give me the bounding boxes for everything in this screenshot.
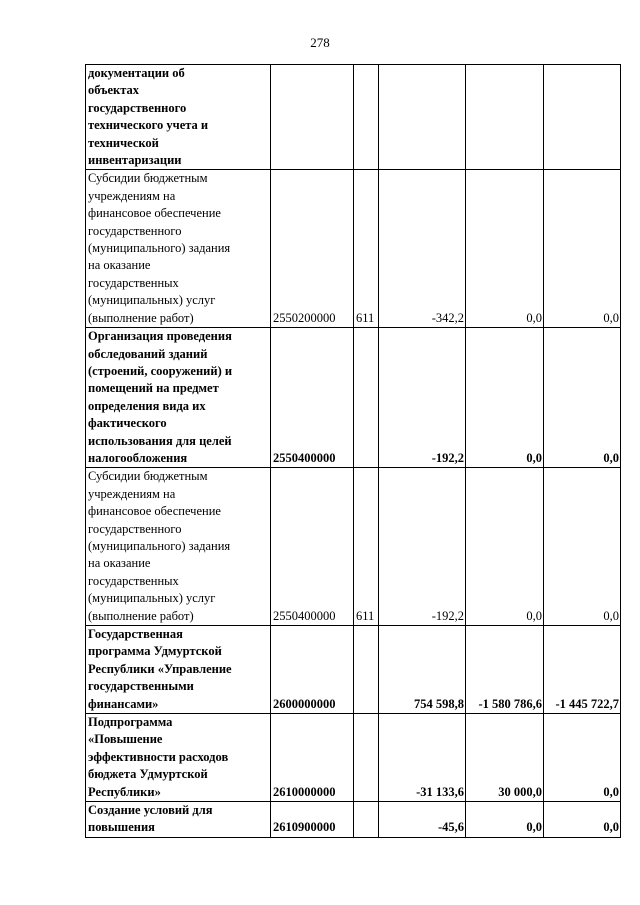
row-amount-3: -1 445 722,7 xyxy=(544,626,621,714)
row-amount-1: -192,2 xyxy=(379,468,466,626)
row-name xyxy=(86,328,271,468)
row-name xyxy=(86,468,271,626)
row-name-line: эффективности расходов xyxy=(88,749,229,764)
row-amount-2: 30 000,0 xyxy=(466,714,544,802)
row-name xyxy=(86,65,271,170)
row-amount-3: 0,0 xyxy=(544,468,621,626)
table-body xyxy=(86,65,621,838)
row-name xyxy=(86,170,271,328)
row-expense-type: 611 xyxy=(354,170,379,328)
row-amount-1: -45,6 xyxy=(379,802,466,838)
row-amount-1 xyxy=(379,65,466,170)
row-name-line: объектах xyxy=(88,83,140,98)
row-name-line: государственного xyxy=(88,521,182,536)
table-row xyxy=(86,802,621,838)
row-name-line: бюджета Удмуртской xyxy=(88,767,208,782)
row-name xyxy=(86,714,271,802)
row-name-line: (муниципальных) услуг xyxy=(88,293,216,308)
row-amount-3: 0,0 xyxy=(544,170,621,328)
table-row xyxy=(86,328,621,468)
row-name xyxy=(86,626,271,714)
row-name-line: финансами» xyxy=(88,696,159,711)
row-amount-2: 0,0 xyxy=(466,468,544,626)
row-name-line: использования для целей xyxy=(88,433,232,448)
row-name-line: государственными xyxy=(88,679,194,694)
row-name-line: государственных xyxy=(88,275,179,290)
row-amount-3: 0,0 xyxy=(544,802,621,838)
row-target-code: 2600000000 xyxy=(271,626,354,714)
row-name-line: (выполнение работ) xyxy=(88,310,194,325)
row-name-line: финансовое обеспечение xyxy=(88,206,221,221)
row-name-line: повышения xyxy=(88,820,155,835)
table-row xyxy=(86,714,621,802)
row-name-line: государственного xyxy=(88,223,182,238)
row-name-line: финансовое обеспечение xyxy=(88,504,221,519)
row-name-line: учреждениям на xyxy=(88,188,176,203)
row-name xyxy=(86,802,271,838)
row-target-code: 2550400000 xyxy=(271,328,354,468)
row-amount-1: -192,2 xyxy=(379,328,466,468)
row-name-line: (выполнение работ) xyxy=(88,608,194,623)
row-expense-type: 611 xyxy=(354,468,379,626)
row-amount-3: 0,0 xyxy=(544,328,621,468)
row-name-line: на оказание xyxy=(88,556,151,571)
row-name-line: на оказание xyxy=(88,258,151,273)
row-expense-type xyxy=(354,65,379,170)
row-name-line: обследований зданий xyxy=(88,346,208,361)
row-expense-type xyxy=(354,626,379,714)
row-name-line: фактического xyxy=(88,416,167,431)
row-name-line: Подпрограмма xyxy=(88,715,173,730)
row-name-line: «Повышение xyxy=(88,732,163,747)
row-name-line: программа Удмуртской xyxy=(88,644,222,659)
row-name-line: помещений на предмет xyxy=(88,381,219,396)
row-amount-2: 0,0 xyxy=(466,170,544,328)
row-name-line: Республики «Управление xyxy=(88,661,232,676)
table-row xyxy=(86,626,621,714)
row-name-line: (муниципального) задания xyxy=(88,241,231,256)
row-name-line: технической xyxy=(88,135,159,150)
row-name-line: налогообложения xyxy=(88,450,188,465)
row-name-line: Создание условий для xyxy=(88,803,213,818)
row-expense-type xyxy=(354,714,379,802)
row-amount-2: 0,0 xyxy=(466,802,544,838)
row-name-line: определения вида их xyxy=(88,398,206,413)
row-target-code: 2610900000 xyxy=(271,802,354,838)
row-name-line: учреждениям на xyxy=(88,486,176,501)
row-amount-2: 0,0 xyxy=(466,328,544,468)
page-number: 278 xyxy=(310,35,330,50)
row-target-code: 2610000000 xyxy=(271,714,354,802)
table-row xyxy=(86,65,621,170)
row-amount-3 xyxy=(544,65,621,170)
row-amount-3: 0,0 xyxy=(544,714,621,802)
row-amount-1: -342,2 xyxy=(379,170,466,328)
row-amount-1: 754 598,8 xyxy=(379,626,466,714)
budget-table xyxy=(85,64,621,838)
row-name-line: Республики» xyxy=(88,784,161,799)
row-amount-2 xyxy=(466,65,544,170)
row-name-line: технического учета и xyxy=(88,118,209,133)
row-target-code xyxy=(271,65,354,170)
row-name-line: документации об xyxy=(88,66,185,80)
row-name-line: Субсидии бюджетным xyxy=(88,469,208,484)
row-target-code: 2550200000 xyxy=(271,170,354,328)
row-name-line: государственных xyxy=(88,573,179,588)
row-name-line: Государственная xyxy=(88,627,183,641)
row-name-line: Организация проведения xyxy=(88,329,232,344)
row-amount-2: -1 580 786,6 xyxy=(466,626,544,714)
row-name-line: (муниципального) задания xyxy=(88,538,231,553)
row-name-line: (муниципальных) услуг xyxy=(88,591,216,606)
row-name-line: (строений, сооружений) и xyxy=(88,363,233,378)
table-row xyxy=(86,468,621,626)
table-row xyxy=(86,170,621,328)
row-expense-type xyxy=(354,802,379,838)
row-target-code: 2550400000 xyxy=(271,468,354,626)
row-name-line: инвентаризации xyxy=(88,153,182,168)
row-name-line: государственного xyxy=(88,100,187,115)
row-name-line: Субсидии бюджетным xyxy=(88,171,208,186)
row-expense-type xyxy=(354,328,379,468)
row-amount-1: -31 133,6 xyxy=(379,714,466,802)
